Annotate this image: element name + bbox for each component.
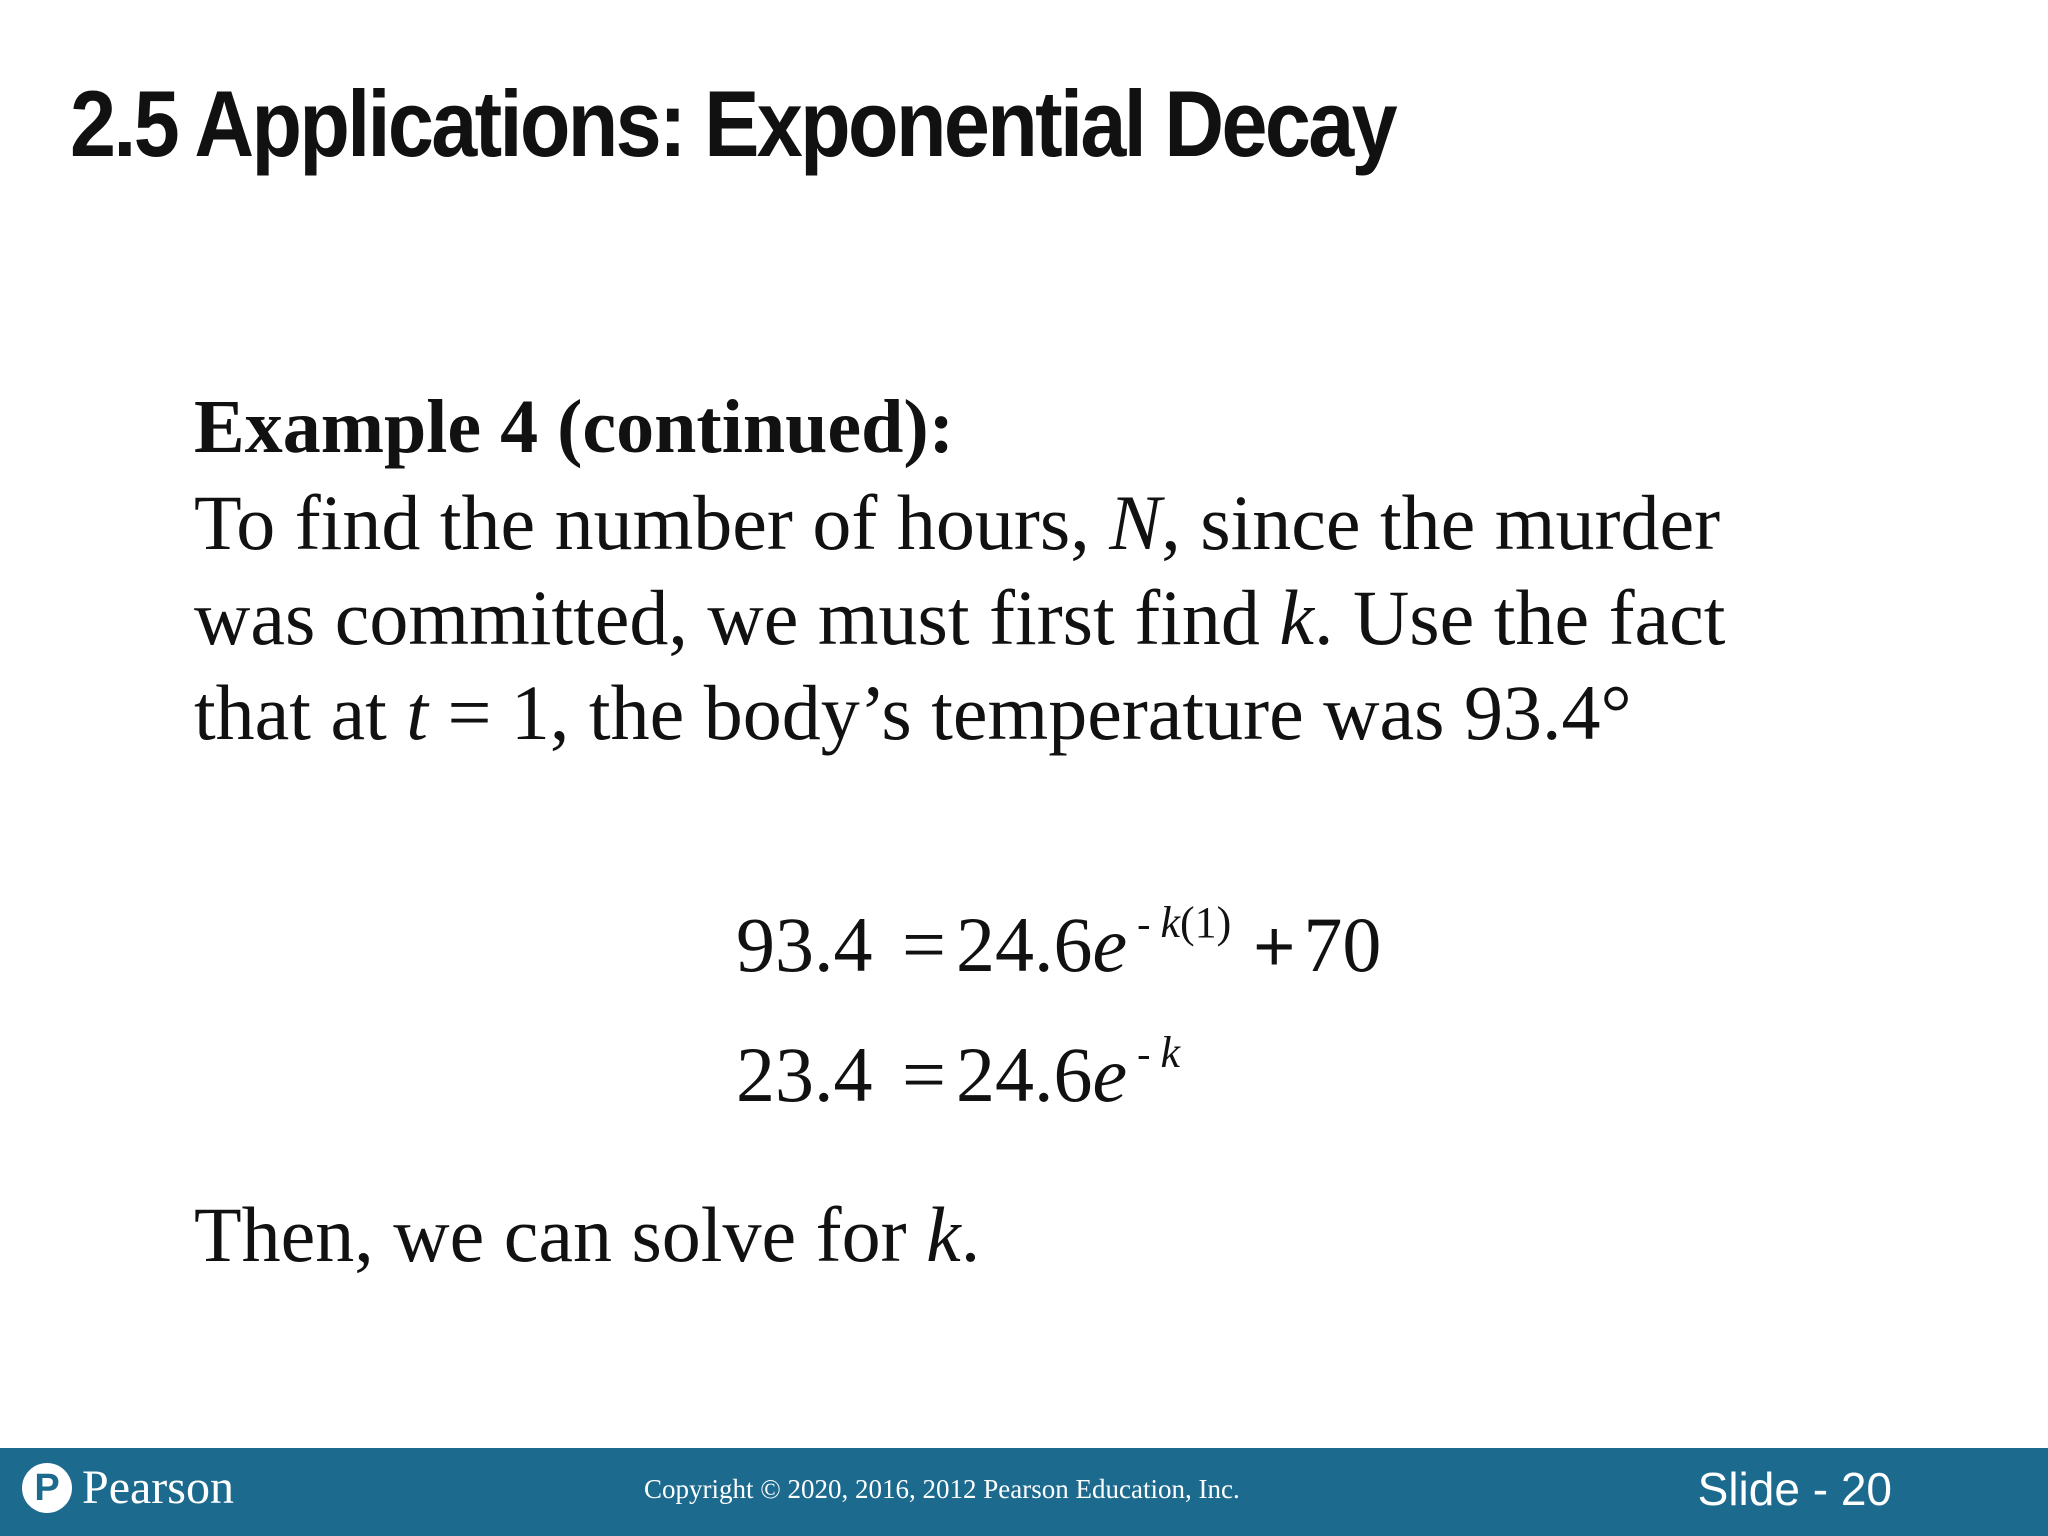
text-segment: . — [960, 1191, 981, 1278]
pearson-logo-icon — [22, 1463, 72, 1513]
footer-bar — [0, 1448, 2048, 1536]
text-segment: was committed, we must first find — [194, 574, 1280, 661]
eq-constant: 70 — [1303, 901, 1382, 988]
logo-text: Pearson — [82, 1461, 234, 1514]
text-segment: that at — [194, 669, 407, 756]
eq-equals: = — [902, 1031, 946, 1118]
paragraph-line-1 — [194, 475, 1894, 570]
example-heading: Example 4 (continued): — [194, 385, 954, 469]
text-segment: . Use the fact — [1313, 574, 1726, 661]
exp-sign: - — [1137, 901, 1151, 946]
paragraph-line-2 — [194, 570, 1894, 665]
slide-content — [194, 380, 1894, 760]
exp-var: k — [1160, 1028, 1180, 1077]
exp-var: k — [1160, 898, 1180, 947]
equation-1 — [736, 880, 1381, 1010]
text-segment: Then, we can solve for — [194, 1191, 927, 1278]
eq-exponent — [1137, 1028, 1180, 1077]
text-segment: = 1, the body’s temperature was 93.4° — [427, 669, 1632, 756]
pearson-logo — [22, 1460, 234, 1515]
exp-rest: (1) — [1179, 898, 1232, 947]
conclusion-line — [194, 1190, 980, 1280]
slide-title: 2.5 Applications: Exponential Decay — [70, 71, 1395, 176]
copyright-notice: Copyright © 2020, 2016, 2012 Pearson Education, Inc. — [644, 1474, 1240, 1504]
slide-number: Slide - 20 — [1697, 1463, 1892, 1515]
exp-sign: - — [1137, 1031, 1151, 1076]
eq-base: e — [1092, 1031, 1128, 1118]
logo-letter: P — [34, 1466, 60, 1509]
paragraph-line-3 — [194, 665, 1894, 760]
eq-coefficient: 24.6 — [956, 1031, 1093, 1118]
eq-lhs: 93.4 — [736, 901, 873, 988]
eq-equals: = — [902, 901, 946, 988]
variable-k: k — [1279, 574, 1314, 661]
text-segment: To find the number of hours, — [194, 479, 1110, 566]
eq-base: e — [1092, 901, 1128, 988]
eq-coefficient: 24.6 — [956, 901, 1093, 988]
variable-n: N — [1109, 479, 1162, 566]
eq-lhs: 23.4 — [736, 1031, 873, 1118]
text-segment: , since the murder — [1161, 479, 1721, 566]
eq-exponent — [1137, 898, 1231, 947]
eq-plus: + — [1253, 907, 1296, 987]
equation-block — [736, 880, 1381, 1140]
variable-t: t — [406, 669, 428, 756]
equation-2 — [736, 1010, 1381, 1140]
variable-k: k — [926, 1191, 961, 1278]
